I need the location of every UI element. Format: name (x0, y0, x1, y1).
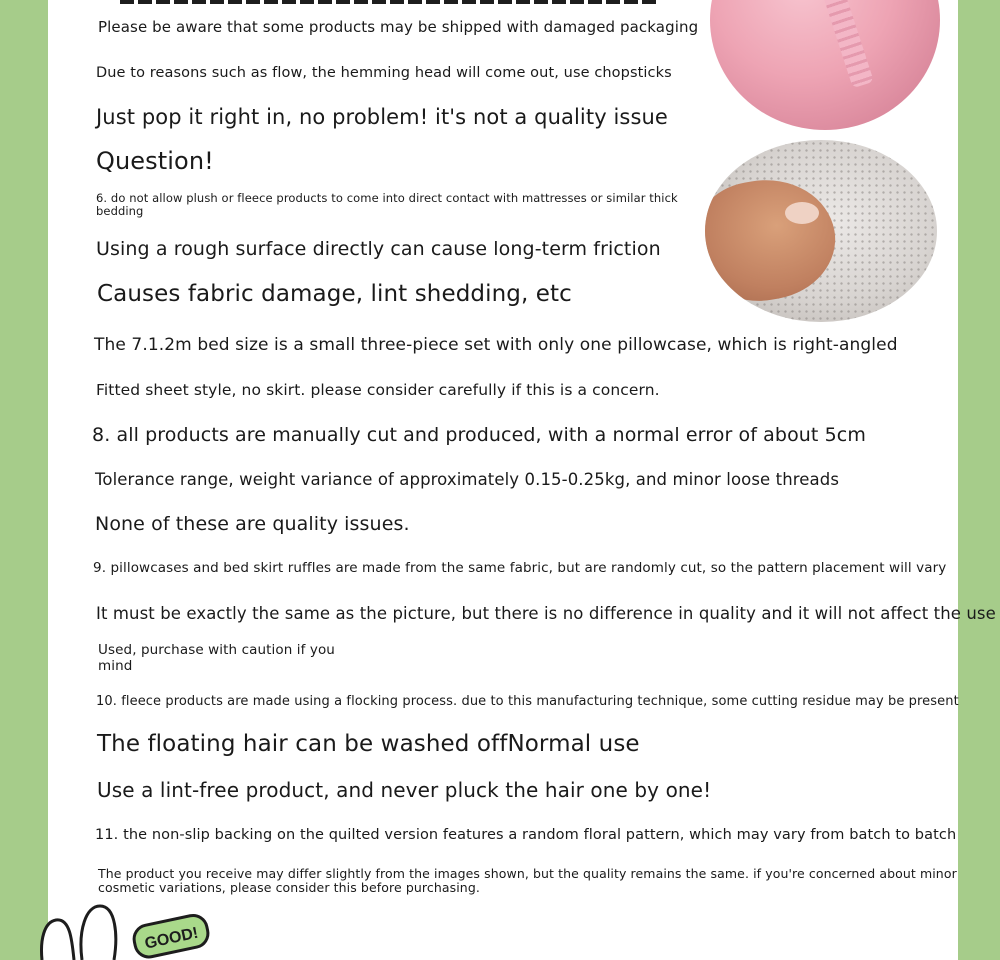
notice-line: 10. fleece products are made using a flocking process. due to this manufacturing technique, some cutting residue may be present (96, 694, 959, 709)
notice-line: Used, purchase with caution if you (98, 642, 335, 658)
notice-line: It must be exactly the same as the picture, but there is no difference in quality and it will not affect the use (96, 604, 996, 623)
notice-line: cosmetic variations, please consider this before purchasing. (98, 880, 480, 895)
notice-line: Tolerance range, weight variance of approximately 0.15-0.25kg, and minor loose threads (95, 470, 840, 489)
notice-line: 11. the non-slip backing on the quilted version features a random floral pattern, which may vary from batch to batch (95, 827, 957, 843)
notice-line: Due to reasons such as flow, the hemming head will come out, use chopsticks (96, 65, 672, 81)
cropped-heading-strip (120, 0, 660, 4)
notice-heading: Question! (96, 147, 214, 175)
good-sticker-label: GOOD! (143, 924, 200, 953)
notice-line: The floating hair can be washed offNormal use (97, 731, 640, 757)
notice-line: 6. do not allow plush or fleece products to come into direct contact with mattresses or similar thick (96, 191, 678, 205)
notice-line: Causes fabric damage, lint shedding, etc (97, 281, 572, 307)
notice-line: The product you receive may differ slightly from the images shown, but the quality remains the same. if you're concerned about minor (98, 866, 957, 881)
good-sticker-icon (38, 900, 218, 960)
notice-line: bedding (96, 204, 144, 218)
notice-line: The 7.1.2m bed size is a small three-piece set with only one pillowcase, which is right-angled (94, 335, 898, 355)
fabric-detail-photo (705, 140, 937, 322)
notice-line: None of these are quality issues. (95, 513, 410, 535)
notice-line: 9. pillowcases and bed skirt ruffles are made from the same fabric, but are randomly cut, so the pattern placement will vary (93, 560, 947, 576)
notice-line: Just pop it right in, no problem! it's not a quality issue (96, 105, 668, 129)
notice-line: Using a rough surface directly can cause long-term friction (96, 238, 661, 260)
notice-line: Use a lint-free product, and never pluck the hair one by one! (97, 778, 712, 802)
notice-line: Please be aware that some products may be shipped with damaged packaging (98, 18, 699, 36)
notice-line: Fitted sheet style, no skirt. please consider carefully if this is a concern. (96, 381, 660, 399)
pink-strap (788, 0, 874, 88)
notice-line: mind (98, 658, 133, 674)
notice-line: 8. all products are manually cut and produced, with a normal error of about 5cm (92, 424, 866, 446)
fingernail (785, 202, 819, 224)
